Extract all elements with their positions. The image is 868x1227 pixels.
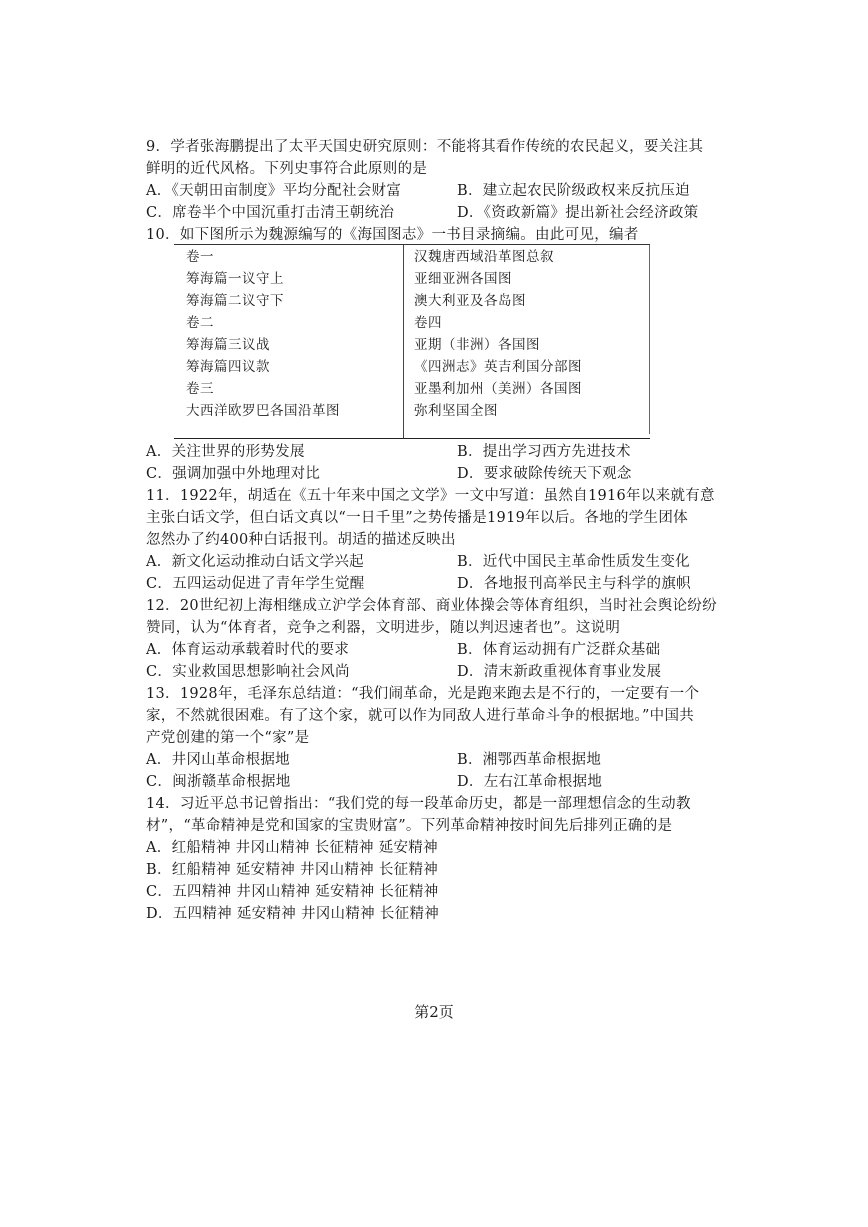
table-cell-right: 亚细亚洲各国图 — [414, 271, 512, 287]
q11-option-c: C．五四运动促进了青年学生觉醒 — [146, 576, 365, 592]
table-cell-left: 卷二 — [186, 315, 214, 331]
q11-option-d: D．各地报刊高举民主与科学的旗帜 — [457, 576, 691, 592]
q14-option-c: C．五四精神 井冈山精神 延安精神 长征精神 — [146, 884, 439, 900]
q12-stem-line-1: 12．20世纪初上海相继成立沪学会体育部、商业体操会等体育组织，当时社会舆论纷纷 — [146, 598, 717, 614]
table-cell-left: 筹海篇二议守下 — [186, 293, 284, 309]
table-cell-right: 《四洲志》英吉利国分部图 — [414, 359, 582, 375]
q10-stem-line-1: 10．如下图所示为魏源编写的《海国图志》一书目录摘编。由此可见，编者 — [146, 227, 639, 243]
q13-option-a: A．井冈山革命根据地 — [146, 752, 290, 768]
q14-stem-line-1: 14．习近平总书记曾指出：“我们党的每一段革命历史，都是一部理想信念的生动教 — [146, 796, 691, 812]
q11-option-a: A．新文化运动推动白话文学兴起 — [146, 554, 364, 570]
q13-option-b: B．湘鄂西革命根据地 — [457, 752, 602, 768]
q12-option-c: C．实业救国思想影响社会风尚 — [146, 664, 350, 680]
table-cell-right: 卷四 — [414, 315, 442, 331]
q11-stem-line-3: 忽然办了约400种白话报刊。胡适的描述反映出 — [146, 532, 456, 548]
page-number: 第2页 — [414, 1003, 454, 1021]
table-cell-left: 卷三 — [186, 381, 214, 397]
table-cell-right: 亚期（非洲）各国图 — [414, 337, 540, 353]
table-cell-right: 亚墨利加州（美洲）各国图 — [414, 381, 582, 397]
q13-stem-line-3: 产党创建的第一个“家”是 — [146, 730, 310, 746]
q13-option-c: C．闽浙赣革命根据地 — [146, 774, 291, 790]
q10-option-b: B．提出学习西方先进技术 — [457, 444, 631, 460]
table-cell-right: 弥利坚国全图 — [414, 403, 498, 419]
q13-stem-line-1: 13．1928年，毛泽东总结道：“我们闹革命，光是跑来跑去是不行的，一定要有一个 — [146, 686, 700, 702]
table-cell-left: 大西洋欧罗巴各国沿革图 — [186, 403, 340, 419]
q9-option-a: A．《天朝田亩制度》平均分配社会财富 — [146, 183, 402, 199]
q14-option-b: B．红船精神 延安精神 井冈山精神 长征精神 — [146, 862, 439, 878]
q9-stem-line-2: 鲜明的近代风格。下列史事符合此原则的是 — [146, 161, 428, 177]
q10-contents-table — [174, 244, 650, 439]
q9-option-b: B．建立起农民阶级政权来反抗压迫 — [457, 183, 690, 199]
q9-option-c: C．席卷半个中国沉重打击清王朝统治 — [146, 205, 395, 221]
q11-stem-line-2: 主张白话文学，但白话文真以“一日千里”之势传播是1919年以后。各地的学生团体 — [146, 510, 688, 526]
table-cell-right: 澳大利亚及各岛图 — [414, 293, 526, 309]
q10-option-a: A．关注世界的形势发展 — [146, 444, 305, 460]
q11-option-b: B．近代中国民主革命性质发生变化 — [457, 554, 690, 570]
q9-option-d: D．《资政新篇》提出新社会经济政策 — [457, 205, 699, 221]
table-cell-left: 卷一 — [186, 249, 214, 265]
q10-option-c: C．强调加强中外地理对比 — [146, 466, 321, 482]
q14-option-d: D．五四精神 延安精神 井冈山精神 长征精神 — [146, 906, 440, 922]
q10-option-d: D．要求破除传统天下观念 — [457, 466, 632, 482]
table-cell-right: 汉魏唐西域沿革图总叙 — [414, 249, 554, 265]
q13-stem-line-2: 家，不然就很困难。有了这个家，就可以作为同敌人进行革命斗争的根据地。”中国共 — [146, 708, 695, 724]
table-cell-left: 筹海篇一议守上 — [186, 271, 284, 287]
q12-option-a: A．体育运动承载着时代的要求 — [146, 642, 350, 658]
q12-option-b: B．体育运动拥有广泛群众基础 — [457, 642, 661, 658]
table-cell-left: 筹海篇三议战 — [186, 337, 270, 353]
table-right-border — [649, 245, 650, 434]
q12-option-d: D．清末新政重视体育事业发展 — [457, 664, 662, 680]
q14-stem-line-2: 材”，“革命精神是党和国家的宝贵财富”。下列革命精神按时间先后排列正确的是 — [146, 818, 673, 834]
q14-option-a: A．红船精神 井冈山精神 长征精神 延安精神 — [146, 840, 438, 856]
table-cell-left: 筹海篇四议款 — [186, 359, 270, 375]
q13-option-d: D．左右江革命根据地 — [457, 774, 603, 790]
q11-stem-line-1: 11．1922年，胡适在《五十年来中国之文学》一文中写道：虽然自1916年以来就有意 — [146, 488, 715, 504]
q12-stem-line-2: 赞同，认为“体育者，竞争之利器，文明进步，随以判迟速者也”。这说明 — [146, 620, 621, 636]
q9-stem-line-1: 9．学者张海鹏提出了太平天国史研究原则：不能将其看作传统的农民起义，要关注其 — [146, 139, 704, 155]
table-divider — [403, 245, 404, 438]
